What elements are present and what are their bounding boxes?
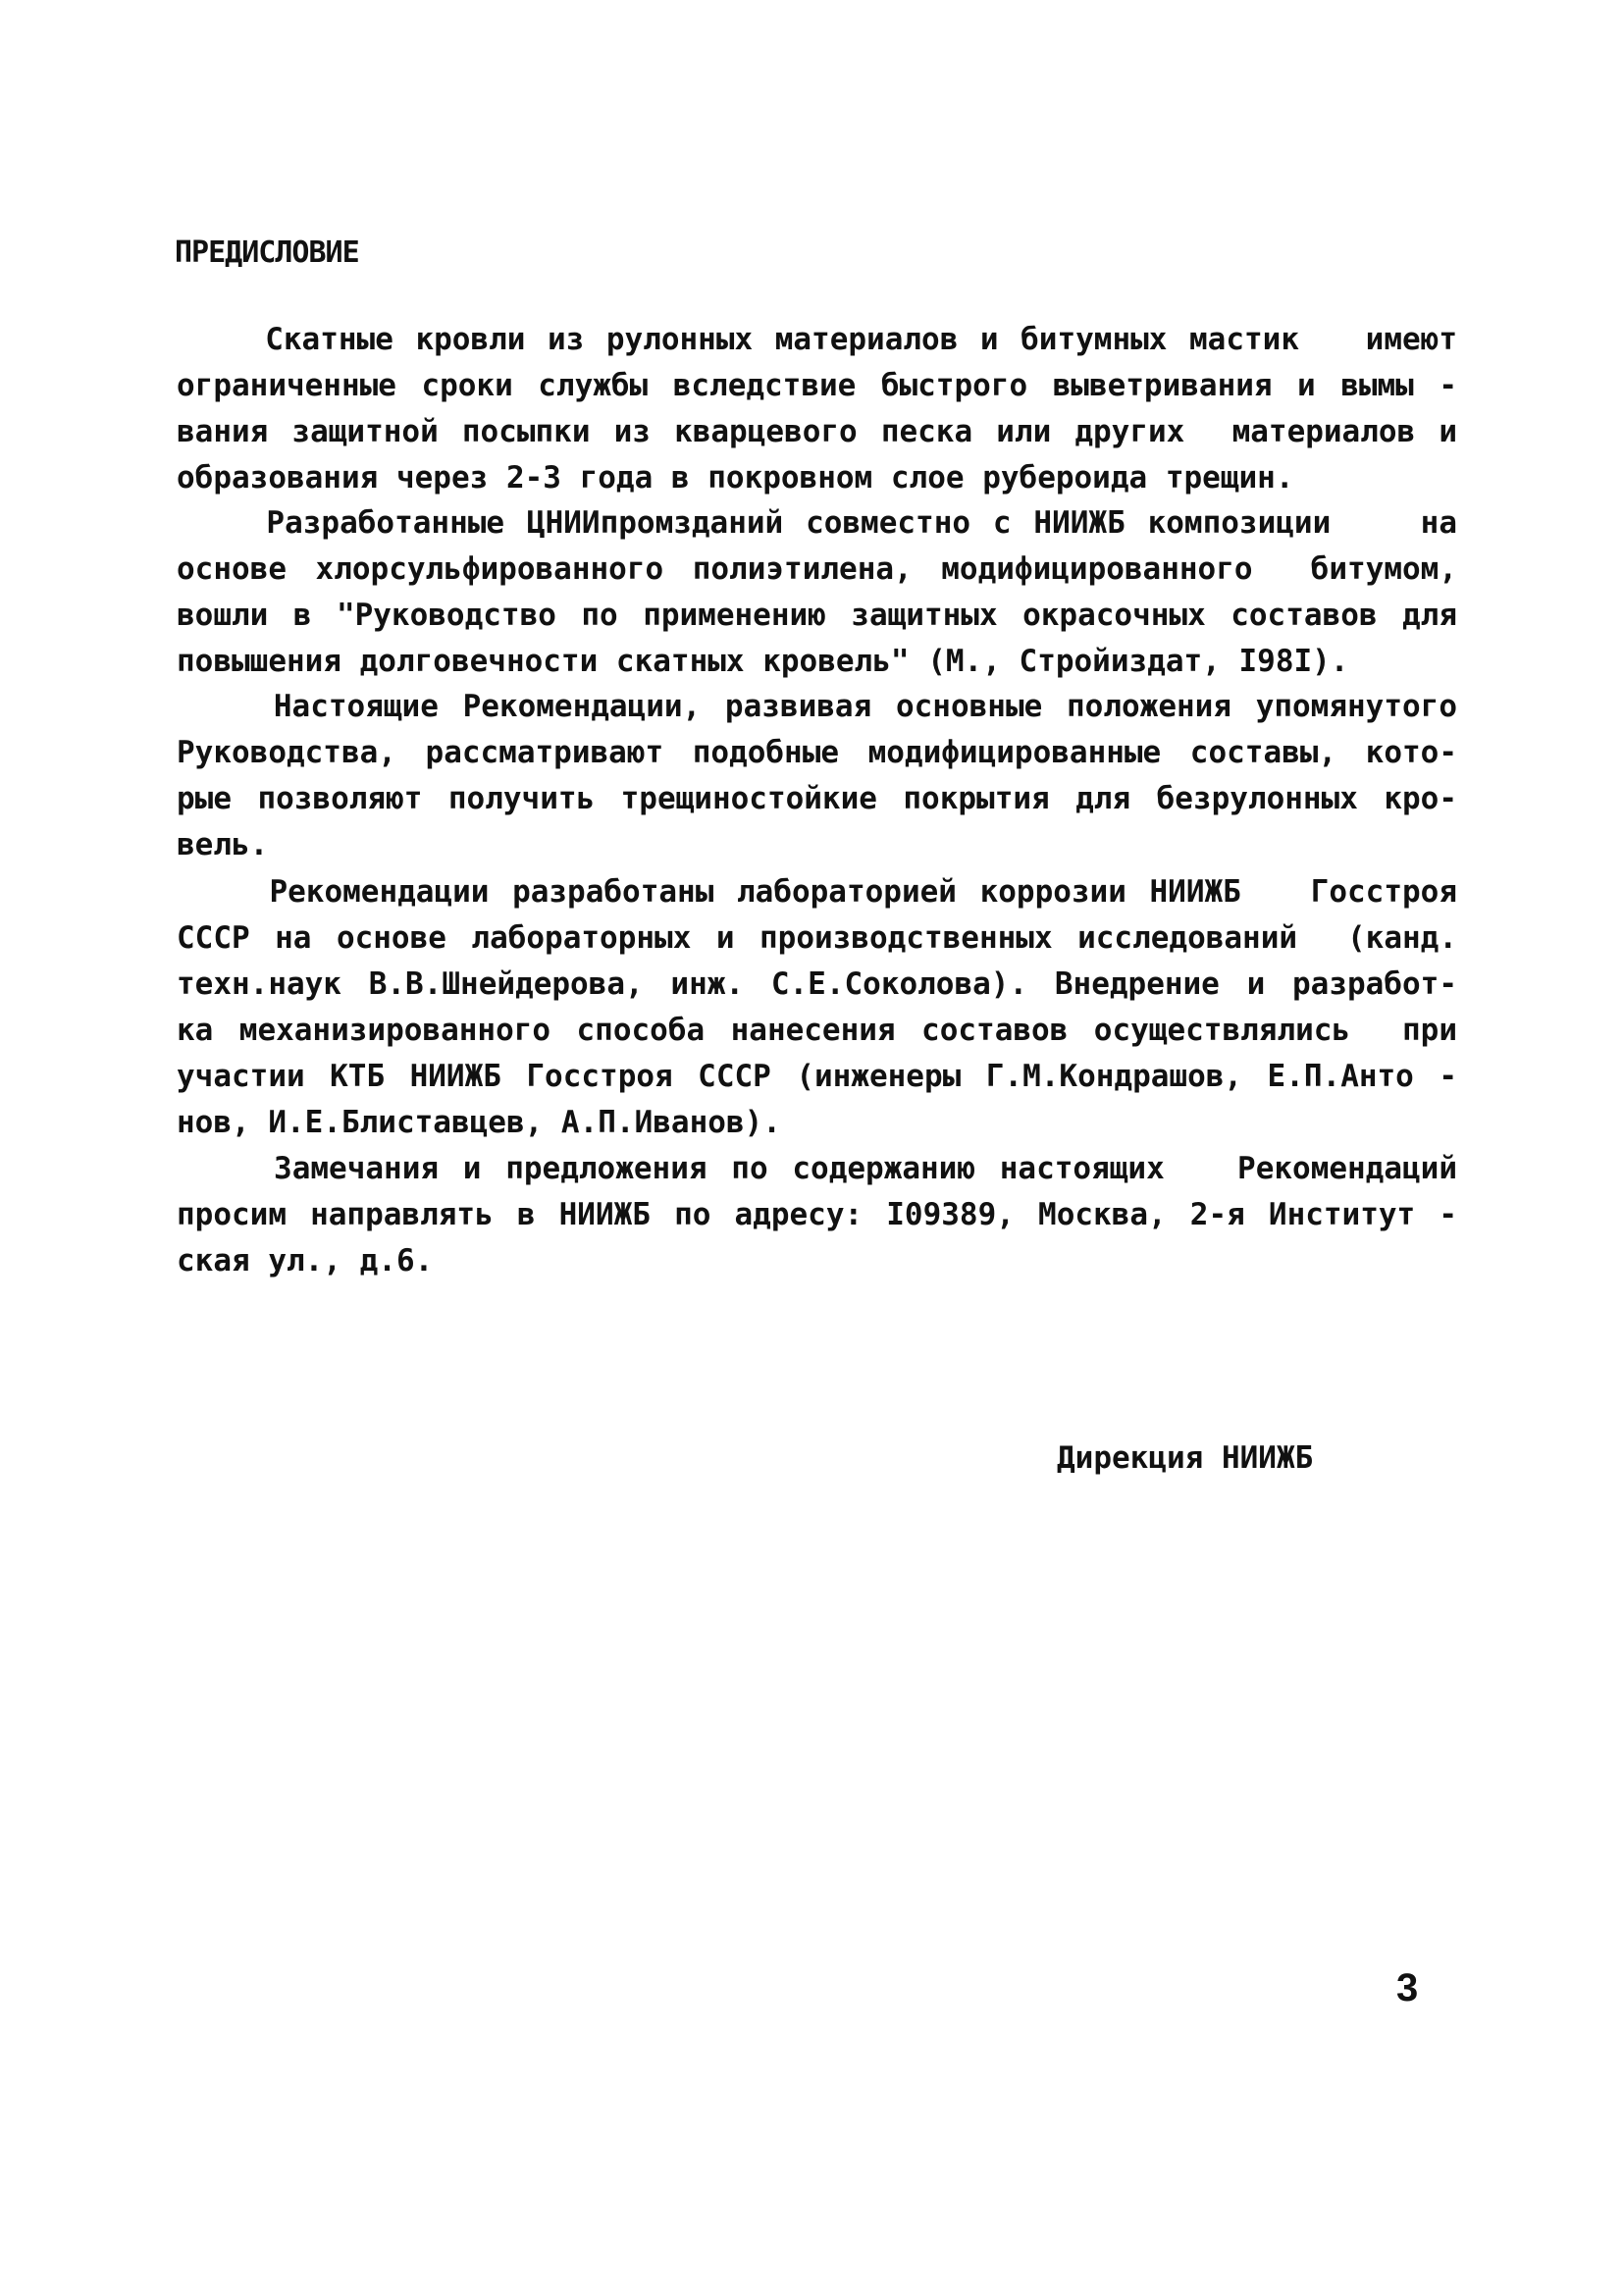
paragraph-line: нов, И.Е.Блиставцев, А.П.Иванов). <box>177 1105 781 1140</box>
paragraph-line: образования через 2-3 года в покровном слое рубероида трещин. <box>177 460 1294 496</box>
paragraph-line: Настоящие Рекомендации, развивая основные положения упомянутого <box>177 689 1457 724</box>
paragraph-3 <box>177 684 1457 868</box>
page-number: 3 <box>1396 1966 1419 2009</box>
paragraph-line: просим направлять в НИИЖБ по адресу: I09389, Москва, 2-я Институт - <box>177 1197 1457 1232</box>
paragraph-2 <box>177 500 1457 685</box>
paragraph-line: рые позволяют получить трещиностойкие покрытия для безрулонных кро- <box>177 781 1457 816</box>
paragraph-4 <box>177 869 1457 1146</box>
paragraph-line: техн.наук В.В.Шнейдерова, инж. С.Е.Соколова). Внедрение и разработ- <box>177 966 1457 1002</box>
paragraph-line: Разработанные ЦНИИпромзданий совместно с НИИЖБ композиции на <box>177 505 1457 541</box>
paragraph-line: Скатные кровли из рулонных материалов и битумных мастик имеют <box>177 322 1457 357</box>
paragraph-line: вель. <box>177 827 269 862</box>
paragraph-line: Руководства, рассматривают подобные модифицированные составы, кото- <box>177 735 1457 770</box>
paragraph-line: ка механизированного способа нанесения составов осуществлялись при <box>177 1013 1457 1048</box>
paragraph-line: Замечания и предложения по содержанию настоящих Рекомендаций <box>177 1151 1457 1186</box>
paragraph-line: ская ул., д.6. <box>177 1243 434 1278</box>
page-title: ПРЕДИСЛОВИЕ <box>175 235 359 270</box>
paragraph-line: СССР на основе лабораторных и производственных исследований (канд. <box>177 920 1457 956</box>
paragraph-line: Рекомендации разработаны лабораторией коррозии НИИЖБ Госстроя <box>177 874 1457 910</box>
signature: Дирекция НИИЖБ <box>1057 1440 1314 1476</box>
paragraph-line: повышения долговечности скатных кровель" (М., Стройиздат, I98I). <box>177 644 1349 679</box>
paragraph-line: участии КТБ НИИЖБ Госстроя СССР (инженеры Г.М.Кондрашов, Е.П.Анто - <box>177 1059 1457 1094</box>
paragraph-line: вошли в "Руководство по применению защитных окрасочных составов для <box>177 598 1457 633</box>
paragraph-line: ограниченные сроки службы вследствие быстрого выветривания и вымы - <box>177 368 1457 403</box>
paragraph-line: основе хлорсульфированного полиэтилена, модифицированного битумом, <box>177 551 1457 587</box>
paragraph-line: вания защитной посыпки из кварцевого песка или других материалов и <box>177 414 1457 449</box>
paragraph-5 <box>177 1146 1457 1284</box>
paragraph-1 <box>177 317 1457 501</box>
